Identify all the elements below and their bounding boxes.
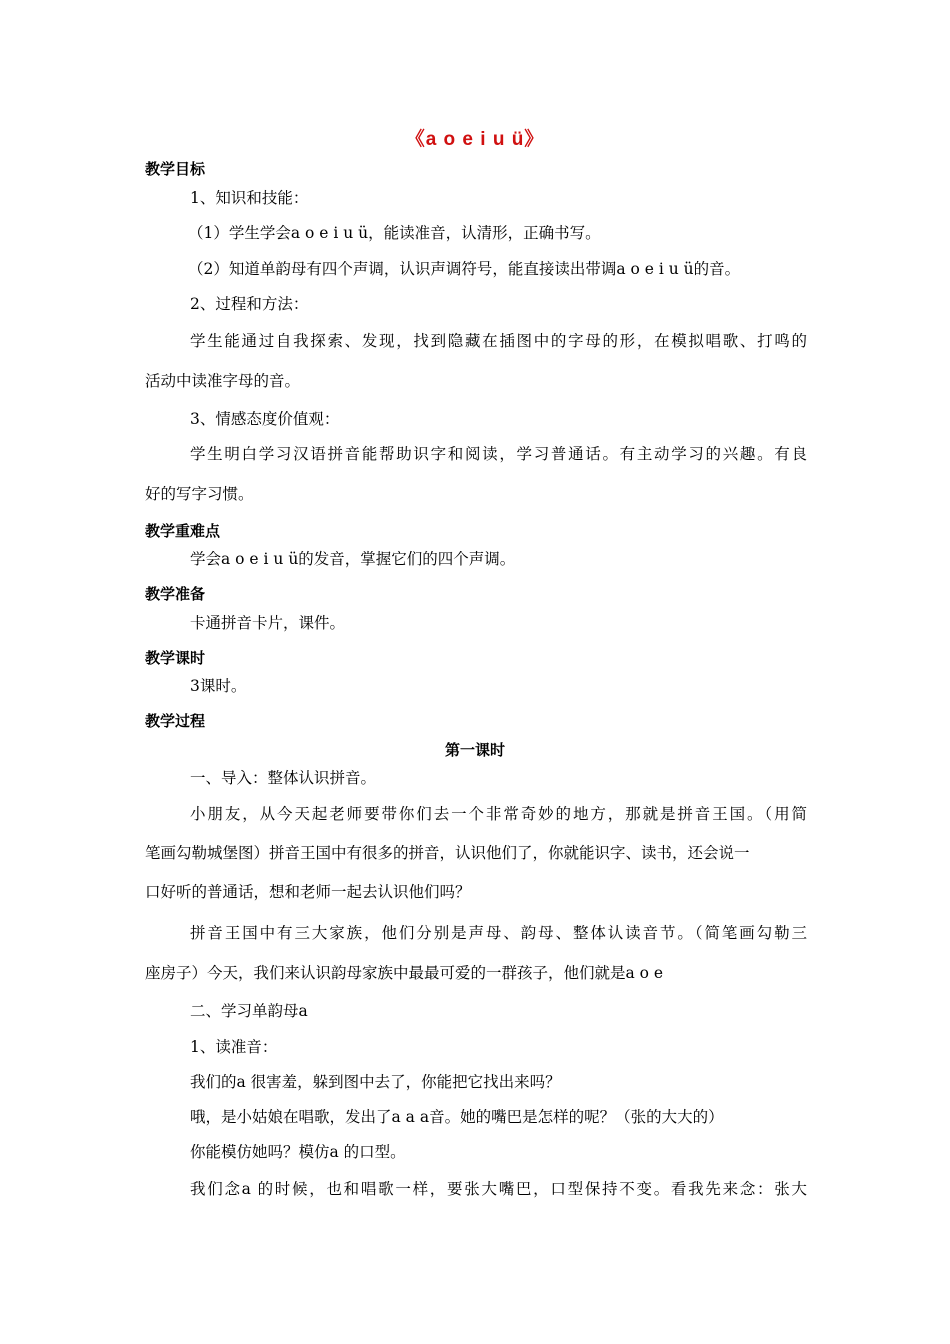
heading-objectives: 教学目标 bbox=[145, 160, 206, 178]
paragraph-line: 好的写字习惯。 bbox=[145, 485, 254, 503]
paragraph-line: 1、读准音： bbox=[190, 1038, 278, 1056]
paragraph-line: 哦，是小姑娘在唱歌，发出了a a a音。她的嘴巴是怎样的呢？（张的大大的） bbox=[190, 1108, 724, 1126]
heading-periods: 教学课时 bbox=[145, 649, 206, 667]
heading-first-lesson: 第一课时 bbox=[444, 741, 505, 759]
paragraph-line: 我们念a 的时候，也和唱歌一样，要张大嘴巴，口型保持不变。看我先来念：张大 bbox=[190, 1180, 807, 1198]
paragraph-line: 学生明白学习汉语拼音能帮助识字和阅读，学习普通话。有主动学习的兴趣。有良 bbox=[190, 445, 807, 463]
paragraph-line: 小朋友，从今天起老师要带你们去一个非常奇妙的地方，那就是拼音王国。（用简 bbox=[190, 805, 807, 823]
paragraph-line: 2、过程和方法： bbox=[190, 295, 309, 313]
paragraph-line: （2）知道单韵母有四个声调，认识声调符号，能直接读出带调a o e i u ü的音。 bbox=[188, 260, 741, 278]
paragraph-line: 3、情感态度价值观： bbox=[190, 410, 340, 428]
paragraph-line: 二、学习单韵母a bbox=[190, 1002, 308, 1020]
paragraph-line: 拼音王国中有三大家族，他们分别是声母、韵母、整体认读音节。（简笔画勾勒三 bbox=[190, 924, 807, 942]
heading-process: 教学过程 bbox=[145, 712, 206, 730]
document-title: 《a o e i u ü》 bbox=[405, 129, 545, 150]
paragraph-line: 1、知识和技能： bbox=[190, 189, 309, 207]
heading-key-points: 教学重难点 bbox=[145, 522, 221, 540]
paragraph-line: 口好听的普通话，想和老师一起去认识他们吗？ bbox=[145, 883, 471, 901]
paragraph-line: 学会a o e i u ü的发音，掌握它们的四个声调。 bbox=[190, 550, 516, 568]
paragraph-line: 笔画勾勒城堡图）拼音王国中有很多的拼音，认识他们了，你就能识字、读书，还会说一 bbox=[145, 844, 750, 862]
paragraph-line: 学生能通过自我探索、发现，找到隐藏在插图中的字母的形，在模拟唱歌、打鸣的 bbox=[190, 332, 807, 350]
heading-preparation: 教学准备 bbox=[145, 585, 206, 603]
paragraph-line: （1）学生学会a o e i u ü，能读准音，认清形，正确书写。 bbox=[188, 224, 601, 242]
paragraph-line: 一、导入：整体认识拼音。 bbox=[190, 769, 377, 787]
paragraph-line: 卡通拼音卡片，课件。 bbox=[190, 614, 346, 632]
paragraph-line: 活动中读准字母的音。 bbox=[145, 372, 301, 390]
paragraph-line: 我们的a 很害羞，躲到图中去了，你能把它找出来吗？ bbox=[190, 1073, 561, 1091]
paragraph-line: 座房子）今天，我们来认识韵母家族中最最可爱的一群孩子，他们就是a o e bbox=[145, 964, 664, 982]
paragraph-line: 你能模仿她吗？模仿a 的口型。 bbox=[190, 1143, 406, 1161]
paragraph-line: 3课时。 bbox=[190, 677, 247, 695]
